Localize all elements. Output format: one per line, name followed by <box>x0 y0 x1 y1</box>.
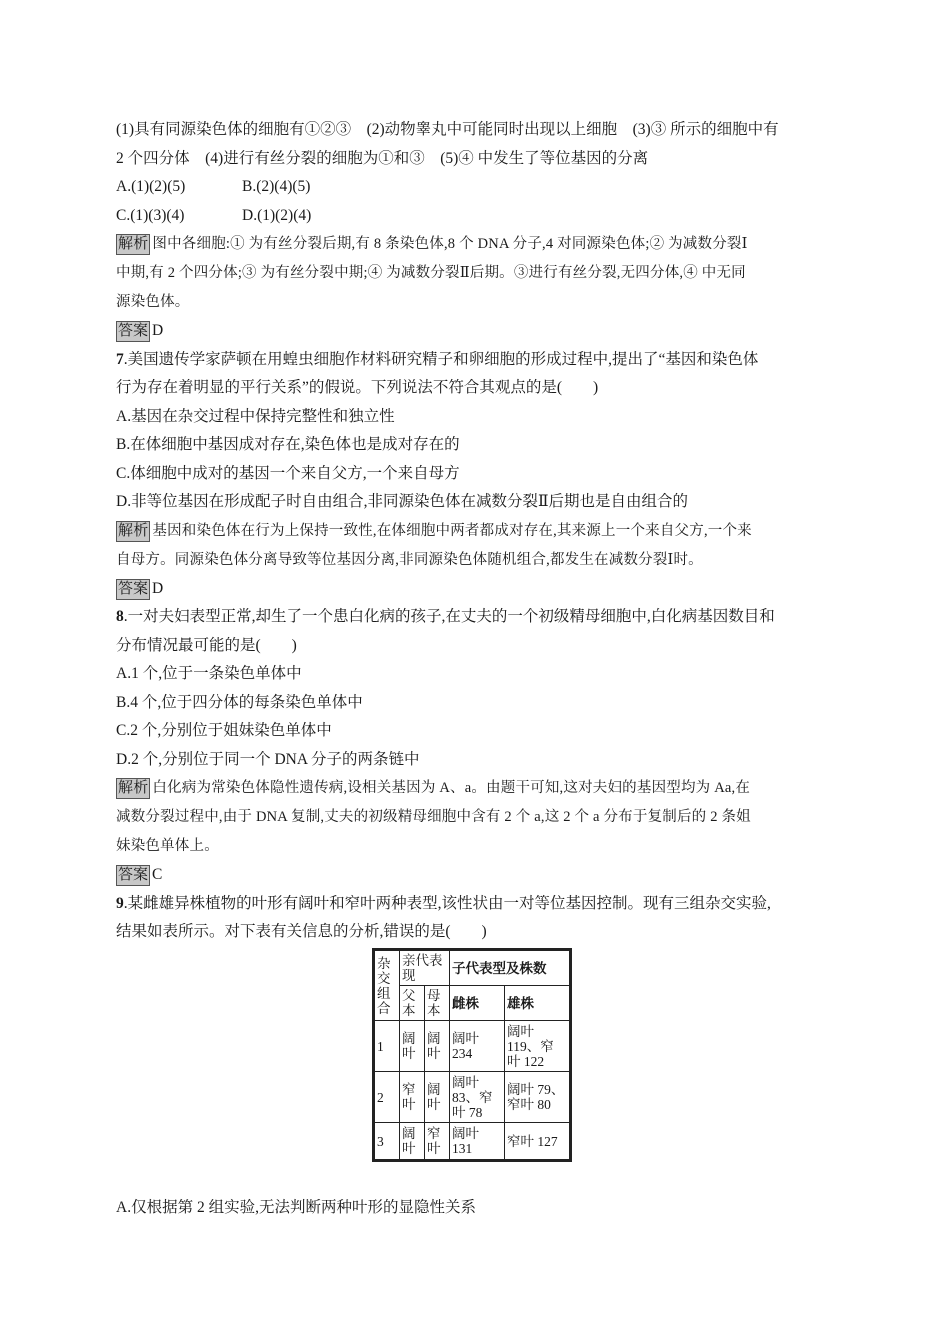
q8-stem-line2: 分布情况最可能的是( ) <box>116 636 297 654</box>
q6-statement-line1: (1)具有同源染色体的细胞有①②③ (2)动物睾丸中可能同时出现以上细胞 (3)③ 所示的细胞中有 <box>116 121 779 138</box>
q6-analysis-line1 <box>116 230 836 259</box>
cell-father: 阔叶 <box>400 1021 425 1072</box>
cell-father: 窄叶 <box>400 1072 425 1123</box>
header-father: 父本 <box>400 986 425 1021</box>
cell-mother: 窄叶 <box>425 1123 450 1161</box>
q6-option-c[interactable]: C.(1)(3)(4) <box>116 206 185 224</box>
cell-male: 窄叶 127 <box>505 1123 571 1161</box>
table-row <box>374 1123 571 1161</box>
q7-stem-line2: 行为存在着明显的平行关系”的假说。下列说法不符合其观点的是( ) <box>116 379 599 396</box>
q9-stem-line1 <box>116 890 836 919</box>
q7-analysis-line1 <box>116 517 836 546</box>
q6-options-row1 <box>116 173 836 202</box>
analysis-tag: 解析 <box>116 778 150 799</box>
q8-answer <box>116 861 836 890</box>
q8-analysis-text1: 白化病为常染色体隐性遗传病,设相关基因为 A、a。由题干可知,这对夫妇的基因型均为 Aa,在 <box>152 780 751 796</box>
q6-analysis-line2: 中期,有 2 个四分体;③ 为有丝分裂中期;④ 为减数分裂Ⅱ后期。③进行有丝分裂,无四分体,④ 中无同 <box>116 265 746 281</box>
analysis-tag: 解析 <box>116 234 150 255</box>
q7-option-c[interactable]: C.体细胞中成对的基因一个来自父方,一个来自母方 <box>116 464 460 482</box>
answer-tag: 答案 <box>116 865 150 886</box>
q8-option-a[interactable]: A.1 个,位于一条染色单体中 <box>116 665 302 682</box>
q6-option-a[interactable]: A.(1)(2)(5) <box>116 178 186 195</box>
header-female: 雌株 <box>450 986 505 1021</box>
q8-option-b[interactable]: B.4 个,位于四分体的每条染色单体中 <box>116 693 363 711</box>
q6-options-row2 <box>116 202 836 231</box>
q8-stem-text1: .一对夫妇表型正常,却生了一个患白化病的孩子,在丈夫的一个初级精母细胞中,白化病基因数目和 <box>123 608 775 625</box>
q7-answer <box>116 575 836 604</box>
header-male: 雄株 <box>505 986 571 1021</box>
q8-answer-value: C <box>152 866 163 883</box>
q8-option-d[interactable]: D.2 个,分别位于同一个 DNA 分子的两条链中 <box>116 750 420 768</box>
answer-tag: 答案 <box>116 579 150 600</box>
cell-male: 阔叶 79、窄叶 80 <box>505 1072 571 1123</box>
answer-tag: 答案 <box>116 321 150 342</box>
analysis-tag: 解析 <box>116 521 150 542</box>
q7-option-b[interactable]: B.在体细胞中基因成对存在,染色体也是成对存在的 <box>116 436 460 453</box>
header-offspring-phenotype: 子代表型及株数 <box>450 950 571 986</box>
table-row <box>374 1021 571 1072</box>
cell-male: 阔叶 119、窄叶 122 <box>505 1021 571 1072</box>
cell-female: 阔叶 131 <box>450 1123 505 1161</box>
q7-option-d[interactable]: D.非等位基因在形成配子时自由组合,非同源染色体在减数分裂Ⅱ后期也是自由组合的 <box>116 493 688 510</box>
header-parent-phenotype: 亲代表现 <box>400 950 450 986</box>
q7-analysis-text1: 基因和染色体在行为上保持一致性,在体细胞中两者都成对存在,其来源上一个来自父方,一个来 <box>152 522 752 539</box>
q8-analysis-line2: 减数分裂过程中,由于 DNA 复制,丈夫的初级精母细胞中含有 2 个 a,这 2 个 a 分布于复制后的 2 条姐 <box>116 809 751 825</box>
q6-option-b[interactable]: B.(2)(4)(5) <box>242 178 311 195</box>
q6-option-d[interactable]: D.(1)(2)(4) <box>242 206 312 224</box>
q9-number: 9 <box>116 894 124 912</box>
q8-option-c[interactable]: C.2 个,分别位于姐妹染色单体中 <box>116 722 332 739</box>
q7-stem-line1 <box>116 346 836 375</box>
q8-number: 8 <box>116 608 124 625</box>
q7-option-a[interactable]: A.基因在杂交过程中保持完整性和独立性 <box>116 407 395 425</box>
cell-group: 1 <box>374 1021 400 1072</box>
header-mother: 母本 <box>425 986 450 1021</box>
q9-stem-line2: 结果如表所示。对下表有关信息的分析,错误的是( ) <box>116 923 487 940</box>
q6-analysis-line3: 源染色体。 <box>116 294 190 310</box>
q8-stem-line1 <box>116 603 836 632</box>
q9-stem-text1: .某雌雄异株植物的叶形有阔叶和窄叶两种表型,该性状由一对等位基因控制。现有三组杂交实验, <box>123 894 771 912</box>
cell-group: 2 <box>374 1072 400 1123</box>
question-page <box>116 116 836 947</box>
q7-stem-text1: .美国遗传学家萨顿在用蝗虫细胞作材料研究精子和卵细胞的形成过程中,提出了“基因和染色体 <box>123 350 759 368</box>
q6-statement-line2: 2 个四分体 (4)进行有丝分裂的细胞为①和③ (5)④ 中发生了等位基因的分离 <box>116 149 649 167</box>
cell-female: 阔叶 83、窄叶 78 <box>450 1072 505 1123</box>
cell-group: 3 <box>374 1123 400 1161</box>
cross-experiment-table <box>372 948 572 1162</box>
q6-analysis-text1: 图中各细胞:① 为有丝分裂后期,有 8 条染色体,8 个 DNA 分子,4 对同源染色体;② 为减数分裂Ⅰ <box>152 236 748 252</box>
q6-answer-value: D <box>152 322 164 339</box>
header-cross-group: 杂交组合 <box>374 950 400 1021</box>
table-row <box>374 1072 571 1123</box>
q8-analysis-line3: 妹染色单体上。 <box>116 838 219 854</box>
cell-mother: 阔叶 <box>425 1021 450 1072</box>
q6-answer <box>116 317 836 346</box>
q8-analysis-line1 <box>116 774 836 803</box>
table-header-row <box>374 950 571 986</box>
q9-option-a[interactable]: A.仅根据第 2 组实验,无法判断两种叶形的显隐性关系 <box>116 1199 476 1216</box>
table-subheader-row <box>374 986 571 1021</box>
cell-mother: 阔叶 <box>425 1072 450 1123</box>
q7-analysis-line2: 自母方。同源染色体分离导致等位基因分离,非同源染色体随机组合,都发生在减数分裂Ⅰ时。 <box>116 551 703 568</box>
cell-female: 阔叶 234 <box>450 1021 505 1072</box>
q7-answer-value: D <box>152 579 164 597</box>
cell-father: 阔叶 <box>400 1123 425 1161</box>
q7-number: 7 <box>116 350 124 368</box>
